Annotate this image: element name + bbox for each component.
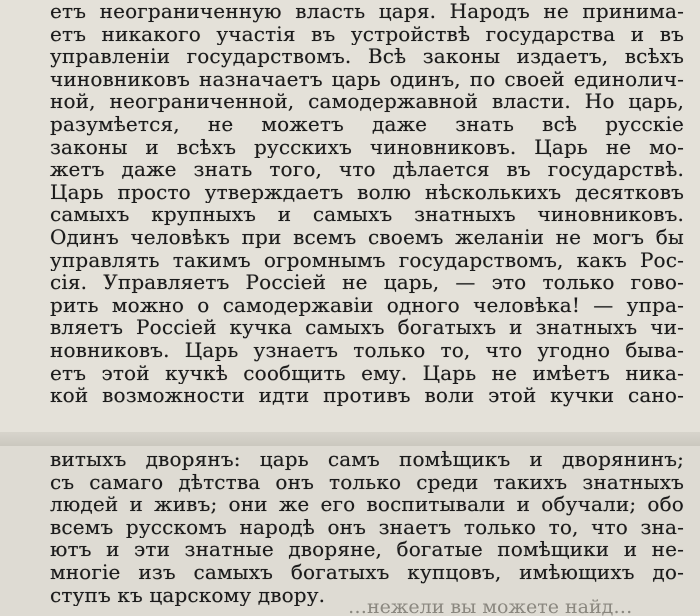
text-line: ютъ и эти знатные дворяне, богатые помѣщики и не- [50, 538, 684, 561]
text-line: вляетъ Россіей кучка самыхъ богатыхъ и знатныхъ чи- [50, 316, 684, 339]
text-line: всемъ русскомъ народѣ онъ знаетъ только то, что зна- [50, 515, 684, 539]
text-line-last: ступъ къ царскому двору. [50, 583, 326, 607]
text-line: етъ неограниченную власть царя. Народъ не принима- [50, 0, 684, 23]
text-line: витыхъ дворянъ: царь самъ помѣщикъ и дворянинъ; [50, 448, 684, 471]
text-line: жетъ даже знать того, что дѣлается въ государствѣ. [50, 158, 684, 181]
text-line: ной, неограниченной, самодержавной власти. Но царь, [50, 90, 684, 113]
text-line: кой возможности идти противъ воли этой кучки сано- [50, 384, 684, 407]
text-line: разумѣется, не можетъ даже знать всѣ русскіе [50, 112, 684, 136]
text-line: людей и живъ; они же его воспитывали и обучали; обо [50, 493, 684, 516]
text-line: чиновниковъ назначаетъ царь одинъ, по своей единолич- [50, 67, 684, 91]
text-line: управлять такимъ огромнымъ государствомъ, какъ Рос- [50, 248, 684, 272]
text-line: Одинъ человѣкъ при всемъ своемъ желаніи не могъ бы [50, 225, 684, 249]
bleed-through-text: …нежели вы можете найд… [348, 598, 633, 616]
text-line: самыхъ крупныхъ и самыхъ знатныхъ чиновниковъ. [50, 203, 684, 226]
text-line: управленіи государствомъ. Всѣ законы издаетъ, всѣхъ [50, 45, 684, 68]
bottom-paragraph [0, 448, 692, 606]
text-line: етъ этой кучкѣ сообщить ему. Царь не имѣетъ ника- [50, 361, 684, 385]
text-line: многіе изъ самыхъ богатыхъ купцовъ, имѣющихъ до- [50, 560, 684, 584]
page-gutter [0, 432, 700, 446]
text-line: рить можно о самодержавіи одного человѣка! — упра- [50, 293, 684, 317]
text-line: новниковъ. Царь узнаетъ только то, что угодно быва- [50, 338, 684, 362]
text-line: съ самаго дѣтства онъ только среди такихъ знатныхъ [50, 470, 684, 494]
text-line: Царь просто утверждаетъ волю нѣсколькихъ десятковъ [50, 180, 684, 204]
text-line: етъ никакого участія въ устройствѣ государства и въ [50, 22, 684, 46]
text-line: сія. Управляетъ Россіей не царь, — это только гово- [50, 271, 684, 294]
text-line: законы и всѣхъ русскихъ чиновниковъ. Царь не мо- [50, 135, 684, 159]
